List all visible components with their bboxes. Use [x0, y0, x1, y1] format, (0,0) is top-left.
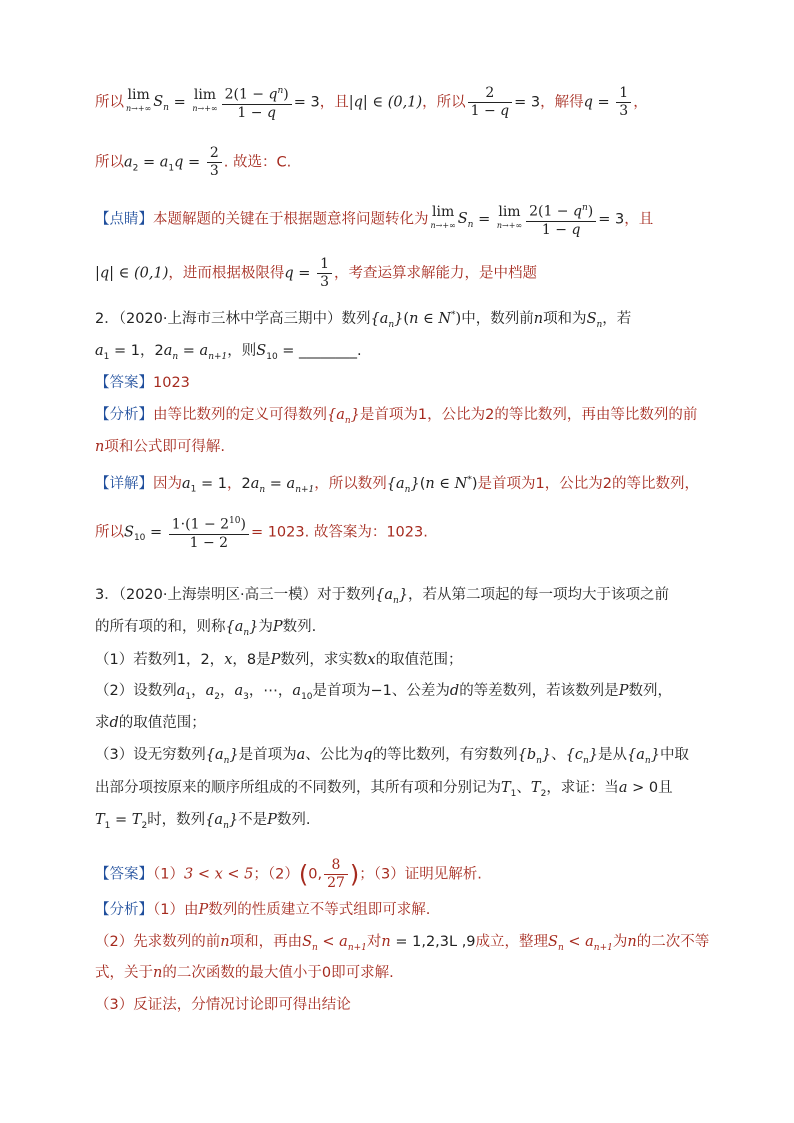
text: 是从: [598, 747, 628, 763]
text: ，若从第二项起的每一项均大于该项之前: [408, 587, 669, 603]
q2-analysis: 【分析】由等比数列的定义可得数列$\{a_n\}$是首项为1，公比为2的等比数列，再由等比数列的前: [95, 407, 698, 426]
q3-analysis2: （2）先求数列的前n项和，再由$S_n < a_{n+1}$对n = 1,2,3L ,9成立，整理$S_n < a_{n+1}$为n的二次不等: [95, 934, 710, 953]
text: ，且: [319, 94, 349, 111]
text: 求: [95, 715, 110, 731]
q3-answer: 【答案】（1）3 < x < 5；（2）(0, $\frac{8}{27}$ )；（3）证明见解析.: [95, 857, 482, 891]
text: 的二次函数的最大值小于0即可求解.: [162, 965, 394, 981]
text: 的取值范围；: [118, 715, 206, 731]
text: 的等比数列，有穷数列: [372, 747, 518, 763]
text: （2）设数列: [95, 683, 177, 699]
text: 所以: [95, 94, 124, 111]
dianjing-line-2: |q| ∈ (0,1)，进而根据极限得q = $\frac{1}{3}$ ，考查运算求解能力，是中档题: [95, 256, 537, 290]
text: 中，数列前: [461, 310, 534, 327]
text: 为: [258, 619, 273, 635]
q3-part1: （1）若数列1，2，x，8是P数列，求实数x的取值范围；: [95, 652, 463, 668]
q2-header: 2．（2020·上海市三林中学高三期中）数列$\{a_n\}(n$ ∈ N*)中，数列前n项和为$S_n$，若: [95, 310, 632, 330]
text: （1）由: [153, 902, 199, 918]
text: 由等比数列的定义可得数列: [153, 407, 327, 423]
text: = ________.: [277, 343, 362, 359]
text: 是首项为−1、公差为: [312, 683, 450, 699]
text: 且: [658, 780, 673, 796]
text: 本题解题的关键在于根据题意将问题转化为: [153, 211, 429, 228]
q2-detail: 【详解】因为$a_1 = 1$，$2a_n = a_{n+1}$，所以数列$\{a_n\}(n$ ∈ N*)是首项为1，公比为2的等比数列，: [95, 475, 699, 495]
text: 数列，: [628, 683, 672, 699]
detail-tag: 【详解】: [95, 475, 153, 492]
q2-answer: [95, 373, 190, 393]
text: （3）设无穷数列: [95, 747, 206, 763]
text: 项和公式即可得解.: [104, 439, 225, 455]
text: 不是: [238, 812, 268, 828]
text: 是首项为: [238, 747, 297, 763]
q2-condition: $a_1 = 1$，$2a_n = a_{n+1}$，则$S_{10}$ = ________.: [95, 343, 362, 362]
q2-analysis-2: n项和公式即可得解.: [95, 439, 225, 455]
fraction: $\frac{1}{3}$: [616, 85, 631, 120]
answer-tag: 【答案】: [95, 375, 153, 391]
text: 数列.: [276, 812, 311, 828]
text: 、: [551, 747, 566, 763]
text: . 故选：C.: [223, 154, 292, 171]
text: ，解得: [540, 94, 584, 111]
q3-header: 3．（2020·上海崇明区·高三一模）对于数列$\{a_n\}$，若从第二项起的每一项均大于该项之前: [95, 587, 669, 606]
limit-line: 所以 lim n→+∞ $S_n$ = lim n→+∞ $\frac{2(1 - q^n)}{1 - q}$ = 3，且|q| ∈ (0,1)，所以 $\frac{2}{1 - q}$ = 3，解得q = $\frac{1}{3}$ ，: [95, 84, 648, 121]
text: 所以: [95, 154, 124, 171]
q3-part2-b: 求d的取值范围；: [95, 715, 206, 731]
text: 的取值范围；: [375, 652, 463, 668]
text: 、公比为: [305, 747, 364, 763]
text: 为: [612, 934, 628, 950]
text: ，考查运算求解能力，是中档题: [333, 265, 537, 282]
text: ；（2）: [253, 866, 299, 883]
dianjing-line: 【点睛】本题解题的关键在于根据题意将问题转化为 lim n→+∞ $S_n$ = lim n→+∞ $\frac{2(1 - q^n)}{1 - q}$ = 3，且: [95, 200, 653, 239]
text: 2．（2020·上海市三林中学高三期中）数列: [95, 310, 371, 327]
text: 因为: [153, 475, 182, 492]
text: ，: [226, 475, 242, 492]
text: ，所以: [422, 94, 466, 111]
dianjing-tag: 【点睛】: [95, 211, 153, 228]
text: 项和，再由: [229, 934, 303, 950]
text: 中取: [659, 747, 689, 763]
analysis-tag: 【分析】: [95, 902, 153, 918]
text: （1）: [153, 866, 184, 883]
q3-analysis: 【分析】（1）由P数列的性质建立不等式组即可求解.: [95, 902, 431, 918]
text: 3．（2020·上海崇明区·高三一模）对于数列: [95, 587, 376, 603]
text: 对: [366, 934, 382, 950]
text: 是首项为1，公比为2的等比数列，: [477, 475, 699, 492]
fraction: $\frac{2}{3}$: [207, 145, 222, 180]
text: 时，数列: [147, 812, 206, 828]
lim-symbol: lim n→+∞: [126, 87, 152, 114]
fraction: $\frac{2(1 - q^n)}{1 - q}$: [222, 83, 292, 122]
text: （2）先求数列的前: [95, 934, 221, 950]
text: 的二次不等: [636, 934, 710, 950]
text: ；（3）证明见解析.: [359, 866, 482, 883]
q3-analysis2-b: 式，关于n的二次函数的最大值小于0即可求解.: [95, 965, 394, 981]
text: ，且: [624, 211, 654, 228]
text: 成立，整理: [475, 934, 549, 950]
text: ，所以数列: [314, 475, 387, 492]
lim-symbol: lim n→+∞: [192, 87, 218, 114]
q2-final: 所以$S_{10}$ = $\frac{1\cdot(1 - 2^{10})}{1 - 2}$ = 1023. 故答案为：1023.: [95, 513, 428, 552]
answer-tag: 【答案】: [95, 866, 153, 883]
text: 数列.: [282, 619, 317, 635]
text: 数列，求实数: [280, 652, 368, 668]
text: = 1023. 故答案为：1023.: [250, 524, 428, 541]
text: 出部分项按原来的顺序所组成的不同数列，其所有项和分别记为: [95, 780, 501, 796]
text: 所以: [95, 524, 124, 541]
text: 数列的性质建立不等式组即可求解.: [208, 902, 431, 918]
text: 的所有项的和，则称: [95, 619, 226, 635]
text: 是首项为1，公比为2的等比数列，再由等比数列的前: [359, 407, 698, 423]
text: 项和为: [543, 310, 587, 327]
text: ，8是: [232, 652, 271, 668]
text: （3）反证法，分情况讨论即可得出结论: [95, 997, 351, 1013]
text: ，则: [227, 343, 257, 359]
q3-part3-c: $T_1 = T_2$时，数列$\{a_n\}$不是P数列.: [95, 812, 311, 831]
q3-analysis3: [95, 995, 351, 1015]
text: ，进而根据极限得: [168, 265, 285, 282]
fraction: $\frac{2}{1 - q}$: [468, 85, 513, 120]
q3-part3-b: 出部分项按原来的顺序所组成的不同数列，其所有项和分别记为$T_1$、$T_2$，求证：当a > 0且: [95, 780, 673, 799]
text: 式，关于: [95, 965, 153, 981]
q3-part2: （2）设数列$a_1$，$a_2$，$a_3$，⋯，$a_{10}$是首项为−1、公差为d的等差数列，若该数列是P数列，: [95, 683, 672, 702]
answer-value: 1023: [153, 375, 190, 391]
text: （1）若数列1，2，: [95, 652, 225, 668]
conclusion-line: 所以$a_2 = a_1q$ = $\frac{2}{3}$ . 故选：C.: [95, 145, 292, 179]
text: ，: [633, 94, 648, 111]
q3-part3: （3）设无穷数列$\{a_n\}$是首项为a、公比为q的等比数列，有穷数列$\{b_n\}$、$\{c_n\}$是从$\{a_n\}$中取: [95, 747, 689, 766]
text: ，求证：当: [546, 780, 619, 796]
text: 的等差数列，若该数列是: [459, 683, 619, 699]
analysis-tag: 【分析】: [95, 407, 153, 423]
text: ，: [139, 343, 155, 359]
text: ，若: [602, 310, 632, 327]
q3-line2: 的所有项的和，则称$\{a_n\}$为P数列.: [95, 619, 317, 638]
